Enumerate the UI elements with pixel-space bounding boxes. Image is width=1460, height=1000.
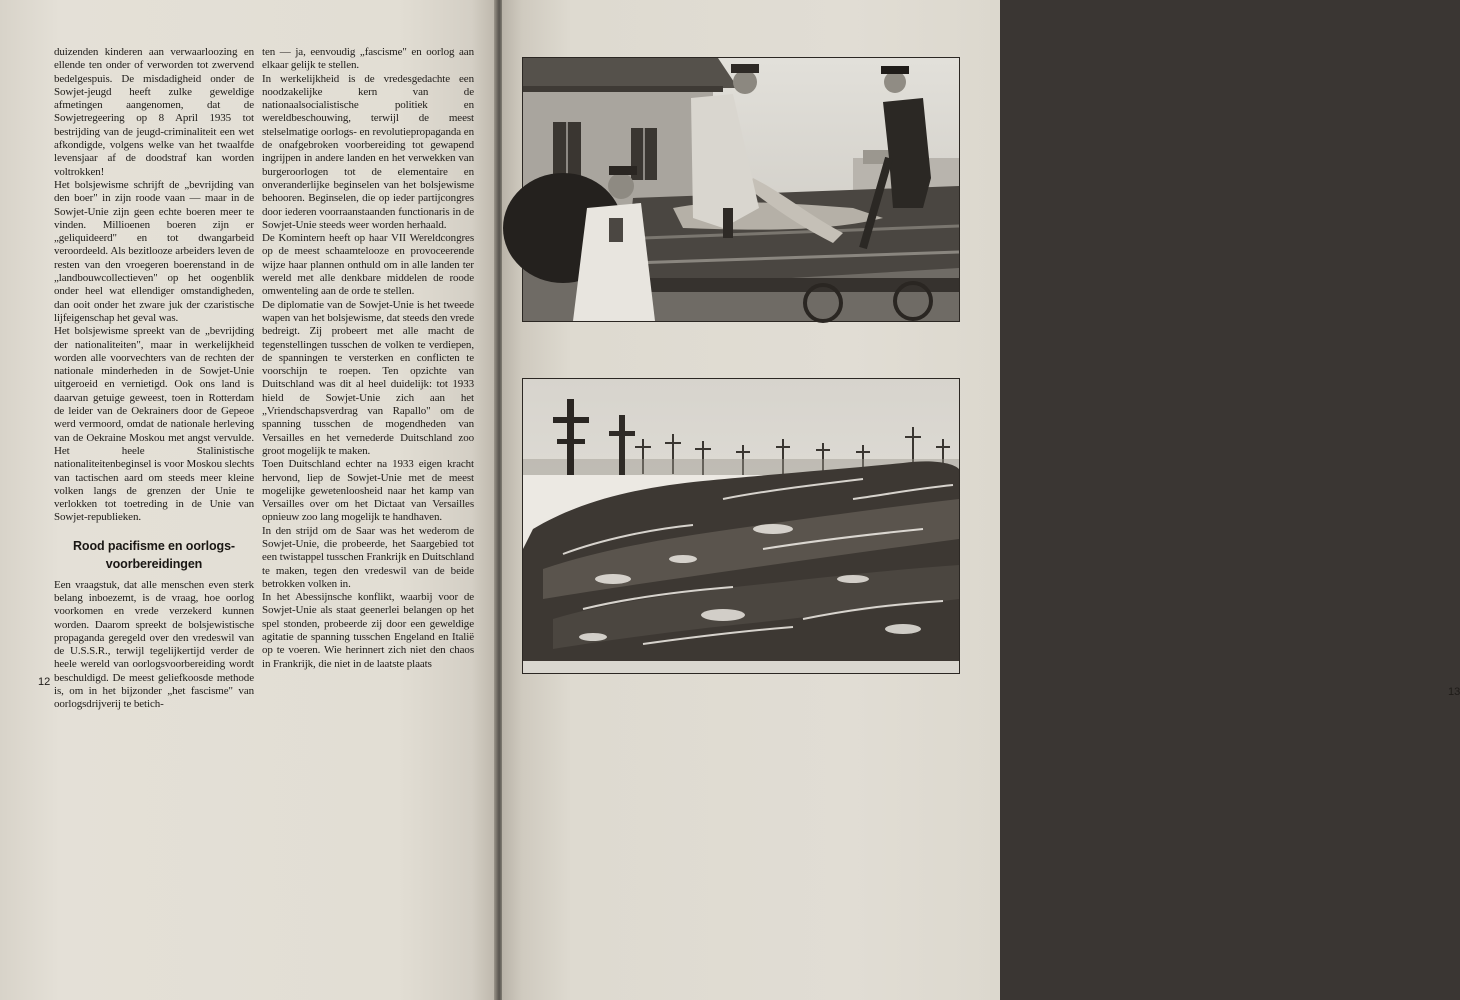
- left-column-2: [262, 46, 474, 671]
- section-heading: Rood pacifisme en oorlogs-voorbereidingen: [73, 538, 235, 571]
- paragraph: Een vraagstuk, dat alle menschen even sterk belang inboezemt, is de vraag, hoe oorlog voorkomen en vrede verzekerd kunnen worden. Daarom spreekt de bolsjewistische propaganda geregeld over den vredeswil van de U.S.S.R., terwijl tegelijkertijd verder de heele wereld van oorlogsvoorbereiding wordt beschuldigd. De meest geliefkoosde methode is, om in het bijzonder „het fascisme" van oorlogsdrijverij te betich-: [54, 578, 254, 711]
- paragraph: Het bolsjewisme spreekt van de „bevrijding der nationaliteiten", maar in werkelijkheid worden alle voorvechters van de rechten der nationale minderheden in de Sowjet-Unie uitgeroeid en vernietigd. Ook ons land is daarvan getuige geweest, toen in Rotterdam de leider van de Oekrainers door de Gepeoe werd vermoord, omdat de nationale herleving van de Oekraine Moskou met angst vervulde. Het heele Stalinistische nationaliteitenbeginsel is voor Moskou slechts van tactischen aard om steeds meer kleine volken langs de grenzen der Unie te verlokken tot toetreding in de Unie van Sowjet-republieken.: [54, 325, 254, 524]
- page-number-left: 12: [38, 676, 51, 688]
- paragraph: Het bolsjewisme schrijft de „bevrijding van den boer" in zijn roode vaan — maar in de Sowjet-Unie zijn geen echte boeren meer te vinden. Millioenen boeren zijn er „geliquideerd" en tot dwangarbeid veroordeeld. Als bezitlooze arbeiders leven de resten van den vroegeren boerenstand in de „landbouwcollectieven" op het oogenblik onder heel wat ellendiger omstandigheden, dan ooit onder het zware juk der czaristische lijfeigenschap het geval was.: [54, 178, 254, 324]
- left-column-1: [54, 46, 254, 712]
- paragraph: ten — ja, eenvoudig „fascisme" en oorlog aan elkaar gelijk te stellen.: [262, 46, 474, 72]
- paragraph: Toen Duitschland echter na 1933 eigen kracht hervond, liep de Sowjet-Unie met de meest mogelijke gewetenloosheid naar het kamp van Versailles over om het Dictaat van Versailles opnieuw zoo lang mogelijk te handhaven.: [262, 458, 474, 524]
- unloading-cart-photo-graphic: [523, 58, 959, 321]
- paragraph: In werkelijkheid is de vredesgedachte een noodzakelijke kern van de nationaalsocialistische politiek en wereldbeschouwing, terwijl de meest stelselmatige oorlogs- en revolutiepropaganda en de onafgebroken voorbereiding tot gewapend ingrijpen in andere landen en het verwekken van burgeroorlogen tot de elementaire en onveranderlijke beginselen van het bolsjewisme behooren. Beginselen, die op ieder partijcongres door iederen voorraanstaanden functionaris in de Sowjet-Unie steeds weer worden herhaald.: [262, 72, 474, 231]
- photo-cemetery-bodies: [522, 378, 960, 674]
- paragraph: De Komintern heeft op haar VII Wereldcongres op de meest schaamteloozе en provoceerende wijze haar plannen onthuld om in alle landen ter wereld met alle denkbare middelen de roode omwenteling aan de orde te stellen.: [262, 232, 474, 298]
- paragraph: In het Abessijnsche konflikt, waarbij voor de Sowjet-Unie als staat geenerlei belangen op het spel stonden, probeerde zij door een geweldige agitatie de spanning tusschen Engeland en Italië op te voeren. Wie herinnert zich niet den chaos in Frankrijk, die niet in de laatste plaats: [262, 591, 474, 670]
- page-number-right: 13: [1448, 686, 1460, 698]
- photo-unloading-cart: [522, 57, 960, 322]
- cemetery-bodies-photo-graphic: [523, 379, 959, 673]
- left-page: [0, 0, 496, 1000]
- paragraph: In den strijd om de Saar was het wederom de Sowjet-Unie, die probeerde, het Saargebied tot een twistappel tusschen Frankrijk en Duitschland te maken, tegen den vredeswil van de beide betrokken volken in.: [262, 524, 474, 590]
- paragraph: De diplomatie van de Sowjet-Unie is het tweede wapen van het bolsjewisme, dat steeds den vrede bedreigt. Zij probeert met alle macht de tegenstellingen tusschen de volken te verdiepen, de spanningen te versterken en conflicten te voorschijn te roepen. Ten opzichte van Duitschland was dit al heel duidelijk: tot 1933 hield de Sowjet-Unie zich aan het „Vriendschapsverdrag van Rapallo" om de spanning tusschen de mogendheden van Versailles en het vernederde Duitschland zoo groot mogelijk te maken.: [262, 298, 474, 457]
- paragraph: duizenden kinderen aan verwaarloozing en ellende ten onder of verworden tot zwervend bedelgespuis. De misdadigheid onder de Sowjet-jeugd heeft zulke geweldige afmetingen aangenomen, dat de Sowjetregeering op 8 April 1935 tot bestrijding van de jeugd-criminaliteit een wet afkondigde, volgens welke van het twaalfde levensjaar af de doodstraf kan worden voltrokken!: [54, 46, 254, 178]
